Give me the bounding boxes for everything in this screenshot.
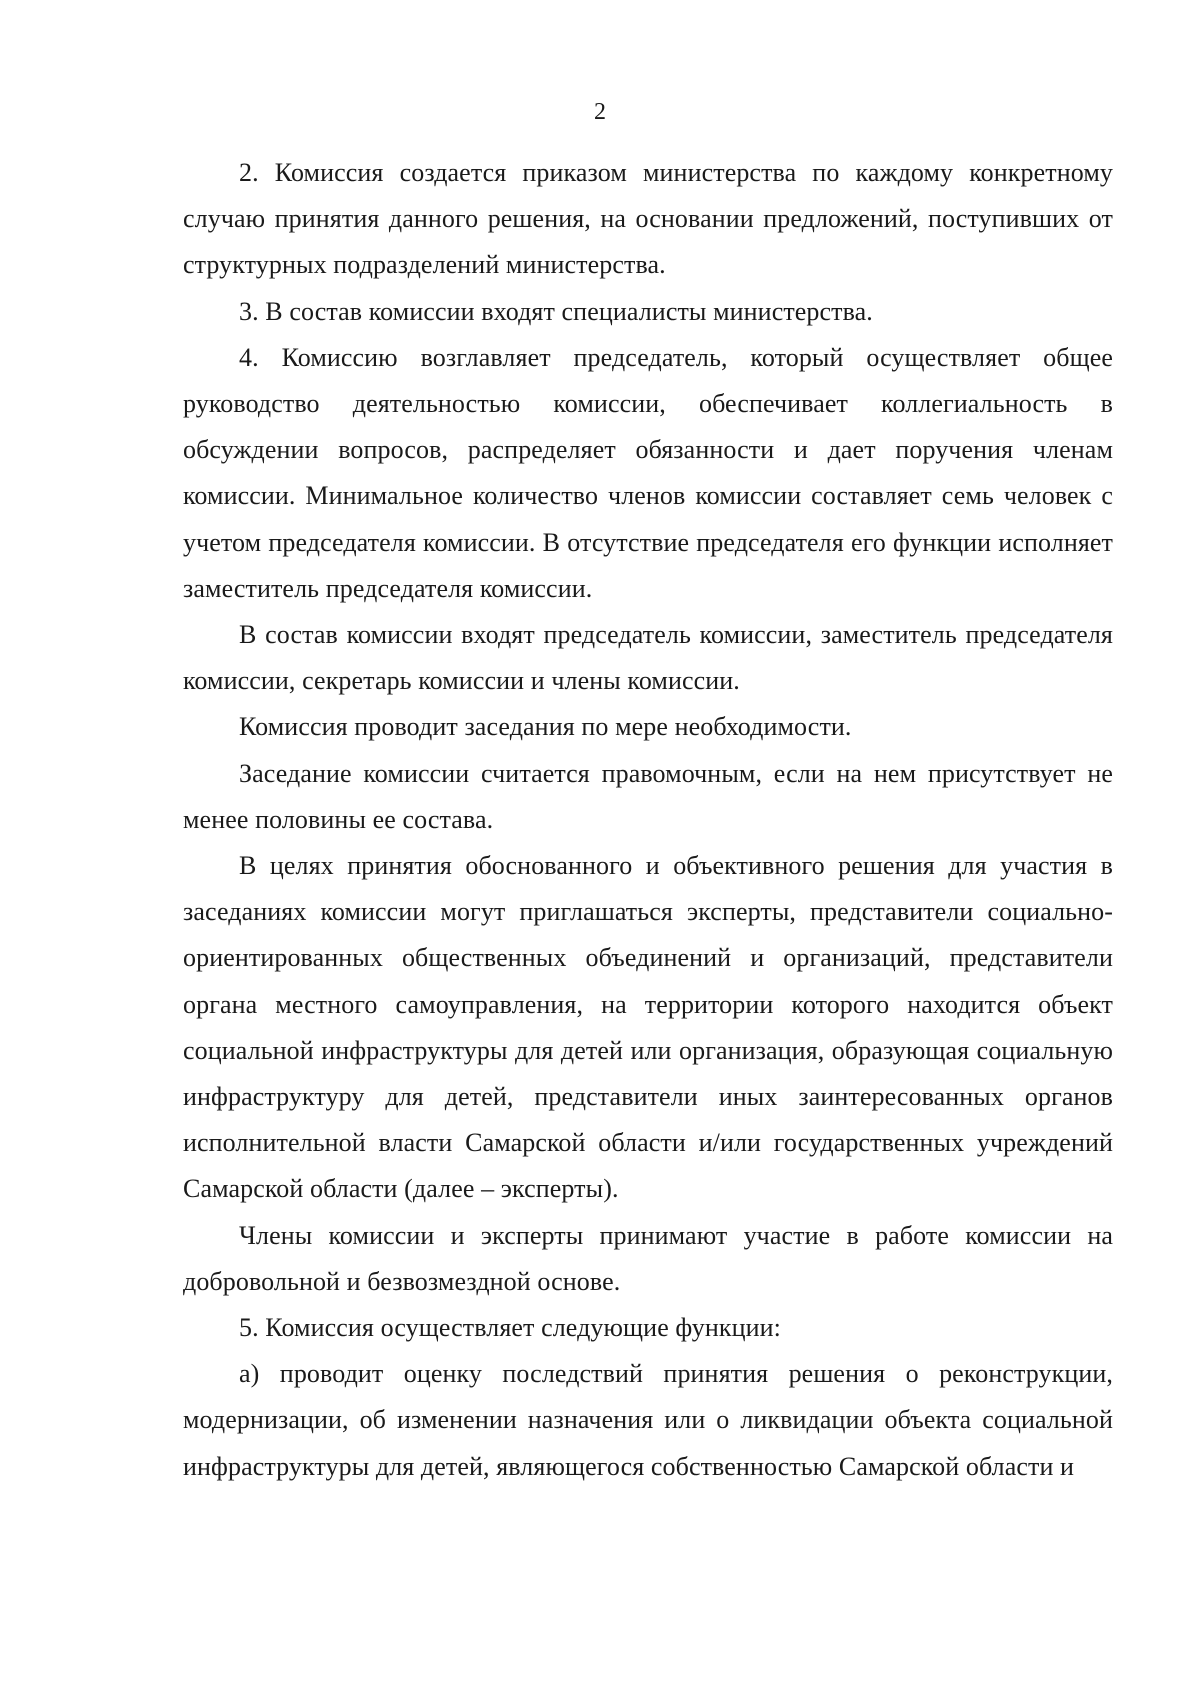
paragraph-function-a: а) проводит оценку последствий принятия решения о реконструкции, модернизации, об изменении назначения или о ликвидации объекта социальной инфраструктуры для детей, являющегося собственностью Самарской области и — [183, 1359, 1113, 1481]
paragraph-commission-members: В состав комиссии входят председатель комиссии, заместитель председателя комиссии, секретарь комиссии и члены комиссии. — [183, 620, 1113, 696]
paragraph-quorum: Заседание комиссии считается правомочным, если на нем присутствует не менее половины ее состава. — [183, 758, 1113, 834]
paragraph-functions-heading: 5. Комиссия осуществляет следующие функции: — [239, 1313, 781, 1343]
document-body — [183, 150, 1113, 1490]
paragraph-voluntary-basis: Члены комиссии и эксперты принимают участие в работе комиссии на добровольной и безвозмездной основе. — [183, 1220, 1113, 1296]
paragraph-experts: В целях принятия обоснованного и объективного решения для участия в заседаниях комиссии могут приглашаться эксперты, представители социально-ориентированных общественных объединений и организаций, представители органа местного самоуправления, на территории которого находится объект социальной инфраструктуры для детей или организация, образующая социальную инфраструктуру для детей, представители иных заинтересованных органов исполнительной власти Самарской области и/или государственных учреждений Самарской области (далее – эксперты). — [183, 851, 1113, 1204]
page-number: 2 — [594, 99, 606, 125]
paragraph-meetings: Комиссия проводит заседания по мере необходимости. — [239, 712, 852, 742]
paragraph-commission-composition: 3. В состав комиссии входят специалисты министерства. — [239, 296, 873, 326]
paragraph-commission-creation: 2. Комиссия создается приказом министерства по каждому конкретному случаю принятия данного решения, на основании предложений, поступивших от структурных подразделений министерства. — [183, 158, 1113, 280]
paragraph-commission-chair: 4. Комиссию возглавляет председатель, который осуществляет общее руководство деятельностью комиссии, обеспечивает коллегиальность в обсуждении вопросов, распределяет обязанности и дает поручения членам комиссии. Минимальное количество членов комиссии составляет семь человек с учетом председателя комиссии. В отсутствие председателя его функции исполняет заместитель председателя комиссии. — [183, 342, 1113, 603]
